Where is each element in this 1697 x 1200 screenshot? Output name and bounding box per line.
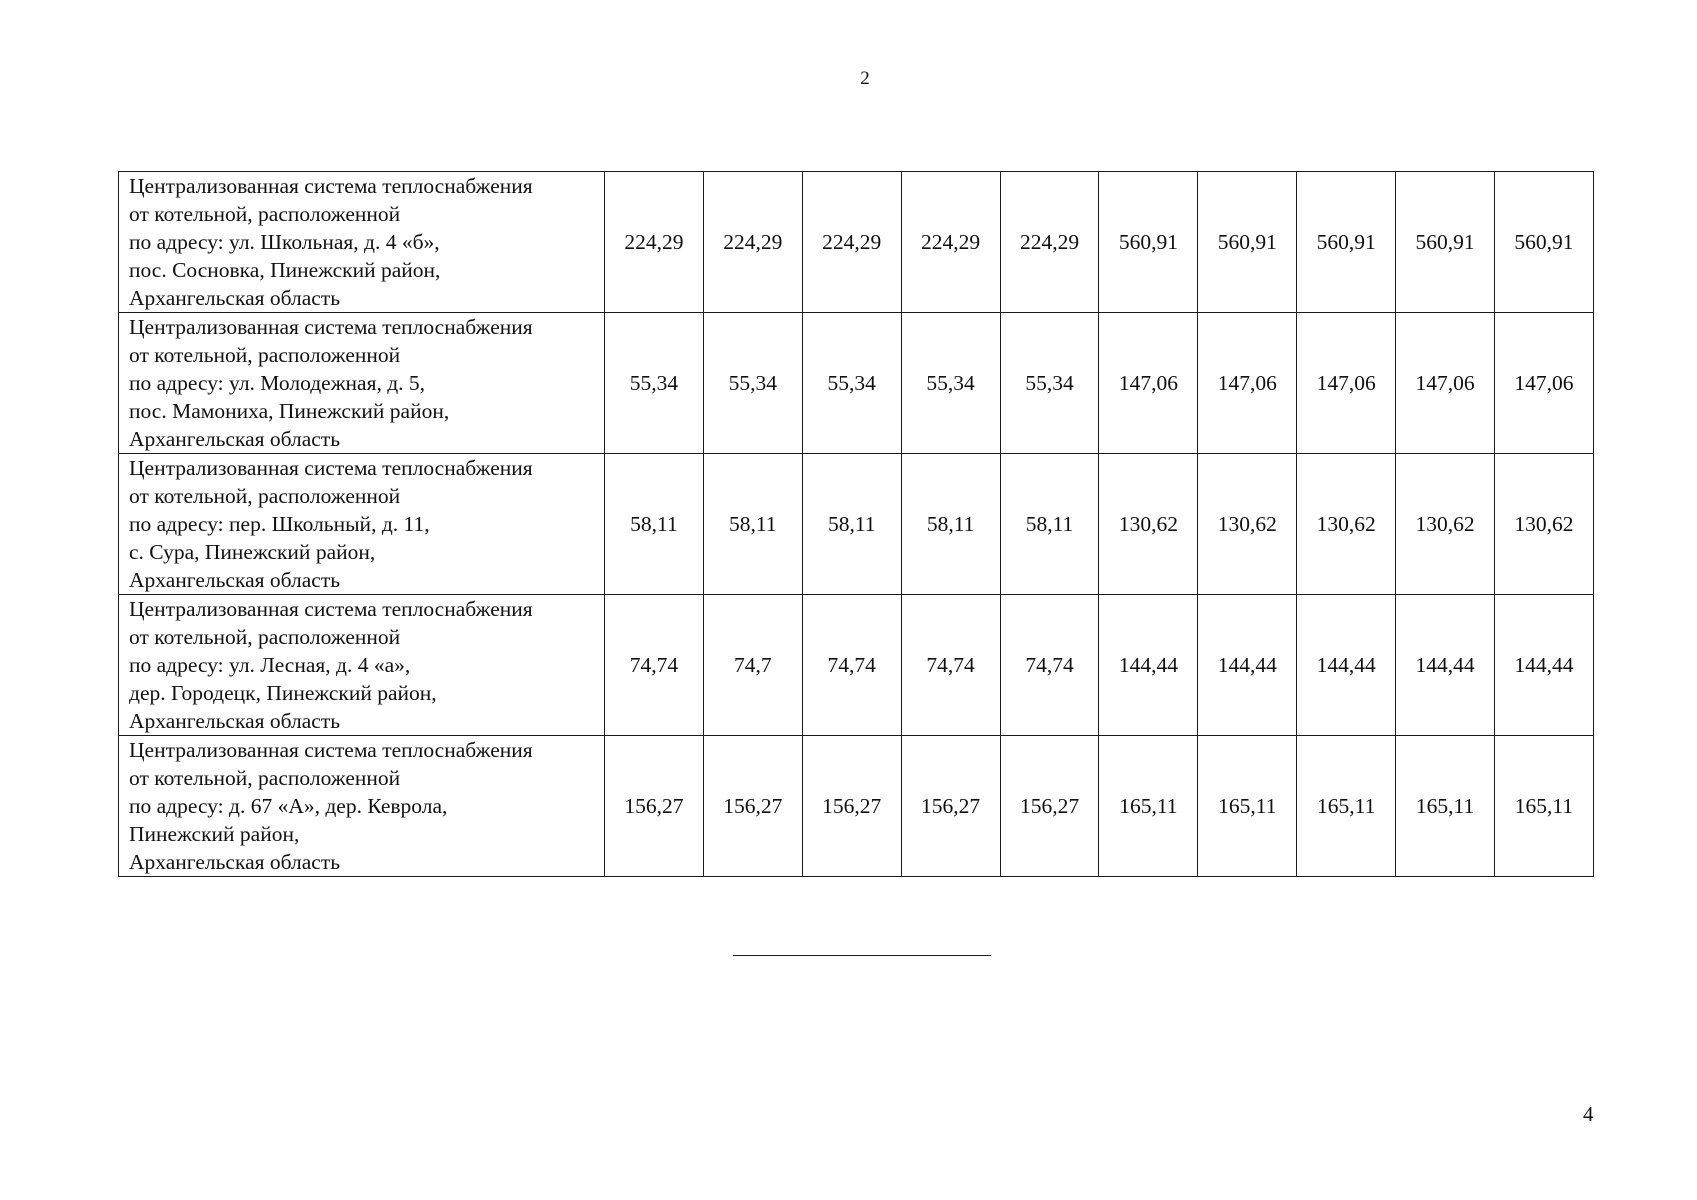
description-line: от котельной, расположенной — [129, 484, 401, 508]
row-description — [119, 454, 605, 595]
description-line: пос. Сосновка, Пинежский район, — [129, 258, 441, 282]
row-description — [119, 736, 605, 877]
value-cell: 560,91 — [1495, 172, 1594, 313]
value-cell: 144,44 — [1495, 595, 1594, 736]
description-line: Архангельская область — [129, 568, 341, 592]
value-cell: 156,27 — [802, 736, 901, 877]
description-line: Пинежский район, — [129, 822, 300, 846]
description-line: по адресу: ул. Школьная, д. 4 «б», — [129, 230, 440, 254]
value-cell: 560,91 — [1297, 172, 1396, 313]
value-cell: 224,29 — [901, 172, 1000, 313]
description-line: по адресу: д. 67 «А», дер. Кеврола, — [129, 794, 448, 818]
value-cell: 147,06 — [1198, 313, 1297, 454]
page-number-top: 2 — [860, 68, 870, 89]
page-number-bottom: 4 — [1583, 1102, 1594, 1126]
row-description — [119, 595, 605, 736]
description-line: Архангельская область — [129, 286, 341, 310]
description-line: по адресу: ул. Лесная, д. 4 «а», — [129, 653, 411, 677]
value-cell: 55,34 — [802, 313, 901, 454]
value-cell: 58,11 — [901, 454, 1000, 595]
value-cell: 560,91 — [1099, 172, 1198, 313]
value-cell: 144,44 — [1396, 595, 1495, 736]
value-cell: 74,7 — [703, 595, 802, 736]
table-row — [119, 595, 1594, 736]
description-line: пос. Мамониха, Пинежский район, — [129, 399, 450, 423]
value-cell: 74,74 — [605, 595, 704, 736]
value-cell: 74,74 — [802, 595, 901, 736]
value-cell: 130,62 — [1198, 454, 1297, 595]
value-cell: 130,62 — [1495, 454, 1594, 595]
end-of-document-rule — [733, 955, 991, 956]
description-line: от котельной, расположенной — [129, 766, 401, 790]
description-line: Централизованная система теплоснабжения — [129, 315, 533, 339]
description-line: от котельной, расположенной — [129, 625, 401, 649]
value-cell: 147,06 — [1099, 313, 1198, 454]
table-row — [119, 313, 1594, 454]
value-cell: 55,34 — [1000, 313, 1099, 454]
value-cell: 156,27 — [1000, 736, 1099, 877]
value-cell: 165,11 — [1396, 736, 1495, 877]
value-cell: 156,27 — [605, 736, 704, 877]
description-line: Централизованная система теплоснабжения — [129, 456, 533, 480]
value-cell: 144,44 — [1099, 595, 1198, 736]
value-cell: 156,27 — [901, 736, 1000, 877]
value-cell: 224,29 — [703, 172, 802, 313]
row-description — [119, 313, 605, 454]
value-cell: 144,44 — [1198, 595, 1297, 736]
table-row — [119, 736, 1594, 877]
value-cell: 55,34 — [703, 313, 802, 454]
value-cell: 156,27 — [703, 736, 802, 877]
description-line: от котельной, расположенной — [129, 343, 401, 367]
value-cell: 58,11 — [703, 454, 802, 595]
description-line: от котельной, расположенной — [129, 202, 401, 226]
value-cell: 165,11 — [1198, 736, 1297, 877]
value-cell: 55,34 — [605, 313, 704, 454]
value-cell: 144,44 — [1297, 595, 1396, 736]
description-line: Архангельская область — [129, 427, 341, 451]
description-line: по адресу: пер. Школьный, д. 11, — [129, 512, 430, 536]
description-line: по адресу: ул. Молодежная, д. 5, — [129, 371, 426, 395]
value-cell: 74,74 — [901, 595, 1000, 736]
value-cell: 58,11 — [1000, 454, 1099, 595]
table-row — [119, 172, 1594, 313]
tariff-table — [118, 171, 1594, 877]
description-line: дер. Городецк, Пинежский район, — [129, 681, 437, 705]
description-line: Архангельская область — [129, 709, 341, 733]
value-cell: 147,06 — [1396, 313, 1495, 454]
value-cell: 74,74 — [1000, 595, 1099, 736]
value-cell: 224,29 — [605, 172, 704, 313]
table-row — [119, 454, 1594, 595]
value-cell: 165,11 — [1297, 736, 1396, 877]
value-cell: 58,11 — [605, 454, 704, 595]
value-cell: 130,62 — [1396, 454, 1495, 595]
description-line: Централизованная система теплоснабжения — [129, 174, 533, 198]
row-description — [119, 172, 605, 313]
value-cell: 130,62 — [1297, 454, 1396, 595]
value-cell: 130,62 — [1099, 454, 1198, 595]
value-cell: 147,06 — [1297, 313, 1396, 454]
value-cell: 147,06 — [1495, 313, 1594, 454]
value-cell: 58,11 — [802, 454, 901, 595]
description-line: с. Сура, Пинежский район, — [129, 540, 376, 564]
value-cell: 165,11 — [1495, 736, 1594, 877]
value-cell: 224,29 — [802, 172, 901, 313]
value-cell: 55,34 — [901, 313, 1000, 454]
value-cell: 165,11 — [1099, 736, 1198, 877]
description-line: Архангельская область — [129, 850, 341, 874]
value-cell: 560,91 — [1396, 172, 1495, 313]
description-line: Централизованная система теплоснабжения — [129, 597, 533, 621]
value-cell: 224,29 — [1000, 172, 1099, 313]
value-cell: 560,91 — [1198, 172, 1297, 313]
description-line: Централизованная система теплоснабжения — [129, 738, 533, 762]
